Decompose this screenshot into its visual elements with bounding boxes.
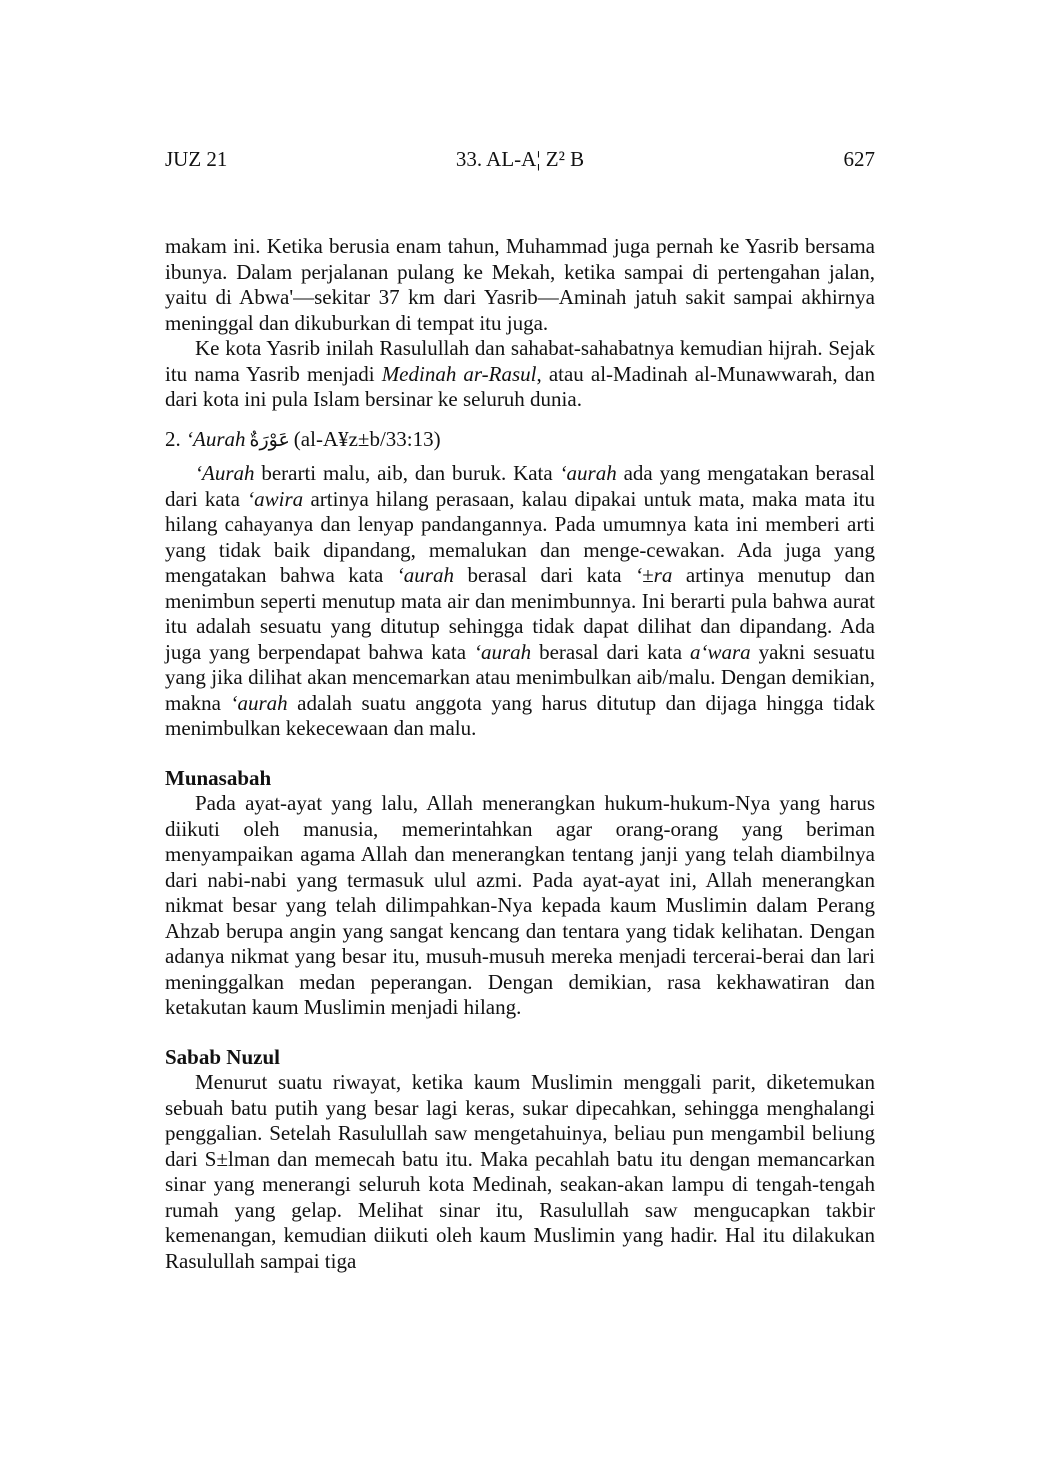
section-title-sabab-nuzul: Sabab Nuzul [165,1044,280,1069]
italic-term: ‘aurah [474,639,532,664]
paragraph-sabab-nuzul: Menurut suatu riwayat, ketika kaum Muslimin menggali parit, diketemukan sebuah batu putih yang besar lagi keras, sukar dipecahkan, sehingga menghalangi penggalian. Setelah Rasulullah saw mengetahuinya, beliau pun mengambil beliung dari S±lman dan memecah batu itu. Maka pecahlah batu itu dengan memancarkan sinar yang menerangi seluruh kota Medinah, seakan-akan lampu di tengah-tengah rumah yang gelap. Melihat sinar itu, Rasulullah saw mengucapkan takbir kemenangan, kemudian diikuti oleh kaum Muslimin yang hadir. Hal itu dilakukan Rasulullah sampai tiga [165,1070,875,1273]
paragraph-hijrah [165,336,875,413]
text-span: artinya hilang perasaan, kalau dipakai untuk mata, maka mata itu hilang cahayanya dan lenyap pandangannya. Pada umumnya kata ini memberi arti yang tidak baik dipandang, memalukan dan menge-cewakan. Ada juga yang mengatakan bahwa kata [165,486,875,587]
paragraph-yasrib-history: makam ini. Ketika berusia enam tahun, Muhammad juga pernah ke Yasrib bersama ibunya. Dalam perjalanan pulang ke Mekah, ketika sampai di pertengahan jalan, yaitu di Abwa'—sekitar 37 km dari Yasrib—Aminah jatuh sakit sampai akhirnya meninggal dan dikuburkan di tempat itu juga. [165,234,875,335]
italic-term: ‘aurah [230,690,288,715]
paragraph-munasabah: Pada ayat-ayat yang lalu, Allah menerangkan hukum-hukum-Nya yang harus diikuti oleh manusia, memerintahkan agar orang-orang yang beriman menyampaikan agama Allah dan menerangkan tentang janji yang telah diambilnya dari nabi-nabi yang termasuk ulul azmi. Pada ayat-ayat ini, Allah menerangkan nikmat besar yang telah dilimpahkan-Nya kepada kaum Muslimin dalam Perang Ahzab berupa angin yang sangat kencang dan tentara yang tidak kelihatan. Dengan adanya nikmat yang besar itu, musuh-musuh mereka menjadi tercerai-berai dan lari meninggalkan medan peperangan. Dengan demikian, rasa kekhawatiran dan ketakutan kaum Muslimin menjadi hilang. [165,791,875,1019]
italic-term: ‘aurah [559,461,617,485]
text-span: ada yang mengatakan berasal dari kata [165,461,875,511]
text-span: adalah suatu anggota yang harus ditutup dan dijaga hingga tidak menimbulkan kekecewaan dan malu. [165,690,876,740]
italic-term: a‘wara [689,639,751,664]
text-span: artinya menutup dan menimbun seperti menutup mata air dan menimbunnya. Ini berarti pula bahwa aurat itu adalah sesuatu yang ditutup sehingga tidak dapat dilihat dan dipandang. Ada juga yang berpendapat bahwa kata [165,563,875,664]
juz-label: JUZ 21 [165,147,228,171]
hijrah-text-1: Ke kota Yasrib inilah Rasulullah dan sahabat-sahabatnya kemudian hijrah. Sejak itu nama Yasrib menjadi [165,336,875,386]
term-reference: (al-A¥z±b/33:13) [293,426,441,451]
surah-title: 33. AL-A¦ Z² B [455,147,585,171]
italic-term: ‘±ra [635,563,673,587]
hijrah-text-2: , atau al-Madinah al-Munawwarah, dan dari kota ini pula Islam bersinar ke seluruh dunia. [165,361,875,411]
text-span: yakni sesuatu yang jika dilihat akan mencemarkan atau menimbulkan aib/malu. Dengan demikian, makna [165,639,876,715]
paragraph-aurah-definition [165,461,875,742]
document-page [165,146,875,1274]
text-span: berasal dari kata [531,639,690,664]
term-latin: ‘Aurah [186,426,246,451]
italic-term: ‘Aurah [195,461,255,485]
term-arabic: عَوْرَةٌ [249,428,290,451]
vocabulary-heading-aurah [165,427,875,454]
medinah-ar-rasul-term: Medinah ar-Rasul [381,361,537,386]
text-span: berasal dari kata [453,563,636,587]
term-number: 2. [165,426,186,451]
body-text [165,234,875,1274]
page-number: 627 [843,147,875,171]
italic-term: ‘aurah [396,563,454,587]
italic-term: ‘awira [247,486,304,511]
text-span: berarti malu, aib, dan buruk. Kata [254,461,560,485]
section-title-munasabah: Munasabah [165,765,272,790]
running-header [165,146,875,172]
